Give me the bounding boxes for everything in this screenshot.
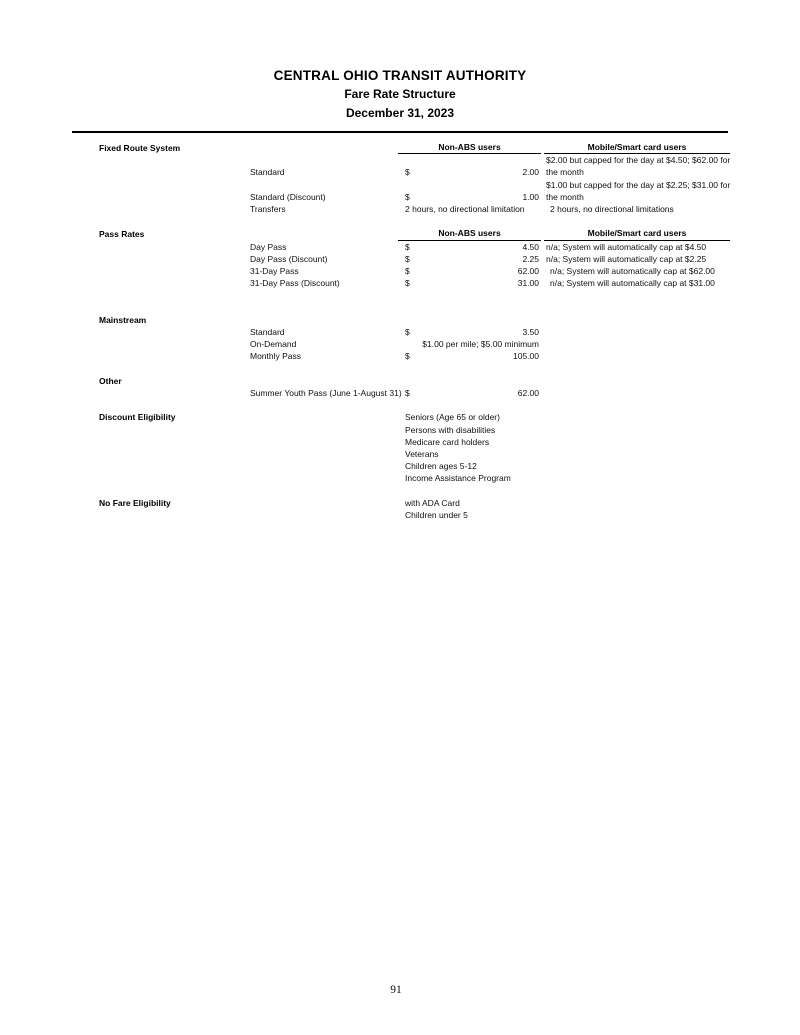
mobile-note bbox=[544, 179, 730, 203]
fare-row bbox=[99, 179, 730, 203]
amount: 4.50 bbox=[522, 241, 539, 252]
mobile-note: n/a; System will automatically cap at $62.00 bbox=[550, 266, 715, 277]
document-header bbox=[0, 66, 800, 122]
item-label: Standard (Discount) bbox=[250, 191, 326, 202]
item-label: On-Demand bbox=[250, 339, 297, 350]
non-abs-note: 2 hours, no directional limitation bbox=[405, 204, 525, 215]
mobile-note: 2 hours, no directional limitations bbox=[550, 204, 674, 215]
eligibility-item: Children under 5 bbox=[405, 510, 468, 520]
currency-symbol: $ bbox=[405, 278, 410, 289]
item-label: Day Pass (Discount) bbox=[250, 253, 328, 264]
title-rule bbox=[72, 131, 728, 133]
section-label: Discount Eligibility bbox=[99, 412, 176, 423]
amount: 62.00 bbox=[517, 266, 539, 277]
eligibility-row bbox=[99, 509, 730, 521]
currency-symbol: $ bbox=[405, 253, 410, 264]
item-label: 31-Day Pass bbox=[250, 266, 299, 277]
mobile-note-line: $1.00 but capped for the day at $2.25; $31.00 for bbox=[546, 179, 731, 190]
amount: 31.00 bbox=[517, 278, 539, 289]
fare-row bbox=[99, 277, 730, 289]
currency-symbol: $ bbox=[405, 388, 410, 398]
section-label: Pass Rates bbox=[99, 229, 145, 240]
mobile-note-line: $2.00 but capped for the day at $4.50; $62.00 for bbox=[546, 155, 731, 166]
non-abs-note: $1.00 per mile; $5.00 minimum bbox=[422, 339, 539, 350]
fare-value bbox=[398, 277, 541, 289]
section-label: No Fare Eligibility bbox=[99, 497, 171, 508]
fare-row bbox=[99, 326, 730, 338]
fare-row bbox=[99, 154, 730, 178]
amount: 105.00 bbox=[513, 351, 539, 362]
eligibility-row bbox=[99, 436, 730, 448]
page-number: 91 bbox=[390, 984, 402, 996]
item-label: Monthly Pass bbox=[250, 351, 302, 362]
fare-row bbox=[99, 387, 730, 399]
column-header-mobile: Mobile/Smart card users bbox=[544, 227, 730, 240]
fare-row bbox=[99, 338, 730, 350]
pass-rates-header-row bbox=[99, 227, 730, 240]
eligibility-item: with ADA Card bbox=[405, 497, 460, 508]
fare-value bbox=[398, 241, 541, 253]
eligibility-item: Veterans bbox=[405, 449, 439, 459]
eligibility-row bbox=[99, 472, 730, 484]
mainstream-header-row bbox=[99, 314, 730, 326]
eligibility-row bbox=[99, 424, 730, 436]
column-header-mobile: Mobile/Smart card users bbox=[544, 141, 730, 154]
eligibility-item: Medicare card holders bbox=[405, 436, 490, 447]
amount: 2.00 bbox=[522, 167, 539, 178]
currency-symbol: $ bbox=[405, 266, 410, 277]
eligibility-item: Persons with disabilities bbox=[405, 424, 496, 435]
item-label: Standard bbox=[250, 327, 285, 337]
fare-value bbox=[398, 326, 541, 338]
currency-symbol: $ bbox=[405, 167, 410, 178]
discount-eligibility-row bbox=[99, 411, 730, 423]
no-fare-eligibility-row bbox=[99, 497, 730, 509]
section-label: Mainstream bbox=[99, 314, 147, 325]
mobile-note: n/a; System will automatically cap at $2.25 bbox=[546, 253, 707, 264]
amount: 1.00 bbox=[522, 191, 539, 202]
item-label: Summer Youth Pass (June 1-August 31) bbox=[250, 388, 402, 398]
eligibility-item: Seniors (Age 65 or older) bbox=[405, 412, 500, 423]
currency-symbol: $ bbox=[405, 327, 410, 337]
currency-symbol: $ bbox=[405, 241, 410, 252]
fare-value bbox=[398, 265, 541, 277]
eligibility-item: Income Assistance Program bbox=[405, 473, 511, 484]
fare-row bbox=[99, 350, 730, 362]
item-label: 31-Day Pass (Discount) bbox=[250, 278, 340, 289]
fare-value bbox=[398, 350, 541, 362]
fare-value bbox=[398, 253, 541, 265]
fare-value bbox=[398, 387, 541, 399]
fare-row bbox=[99, 265, 730, 277]
item-label: Standard bbox=[250, 167, 285, 178]
column-header-non-abs: Non-ABS users bbox=[398, 227, 541, 240]
mobile-note-line: the month bbox=[546, 167, 584, 178]
mobile-note: n/a; System will automatically cap at $31.00 bbox=[550, 278, 715, 289]
page-date: December 31, 2023 bbox=[345, 105, 455, 120]
fare-value bbox=[398, 191, 541, 203]
amount: 62.00 bbox=[517, 388, 539, 398]
fixed-route-header-row bbox=[99, 141, 730, 154]
item-label: Transfers bbox=[250, 204, 286, 215]
fare-table bbox=[99, 141, 730, 521]
fare-row bbox=[99, 203, 730, 215]
item-label: Day Pass bbox=[250, 241, 287, 252]
page-subtitle: Fare Rate Structure bbox=[344, 87, 456, 101]
mobile-note bbox=[544, 154, 730, 178]
fare-row bbox=[99, 253, 730, 265]
eligibility-row bbox=[99, 448, 730, 460]
other-header-row bbox=[99, 375, 730, 387]
page-title: CENTRAL OHIO TRANSIT AUTHORITY bbox=[273, 68, 527, 83]
mobile-note: n/a; System will automatically cap at $4.50 bbox=[546, 241, 707, 252]
amount: 2.25 bbox=[522, 253, 539, 264]
fare-value bbox=[398, 166, 541, 178]
section-label: Other bbox=[99, 375, 122, 386]
fare-row bbox=[99, 241, 730, 253]
column-header-non-abs: Non-ABS users bbox=[398, 141, 541, 154]
amount: 3.50 bbox=[522, 327, 539, 337]
eligibility-item: Children ages 5-12 bbox=[405, 461, 477, 472]
eligibility-row bbox=[99, 460, 730, 472]
section-label: Fixed Route System bbox=[99, 143, 181, 153]
mobile-note-line: the month bbox=[546, 191, 584, 202]
currency-symbol: $ bbox=[405, 351, 410, 362]
currency-symbol: $ bbox=[405, 191, 410, 202]
